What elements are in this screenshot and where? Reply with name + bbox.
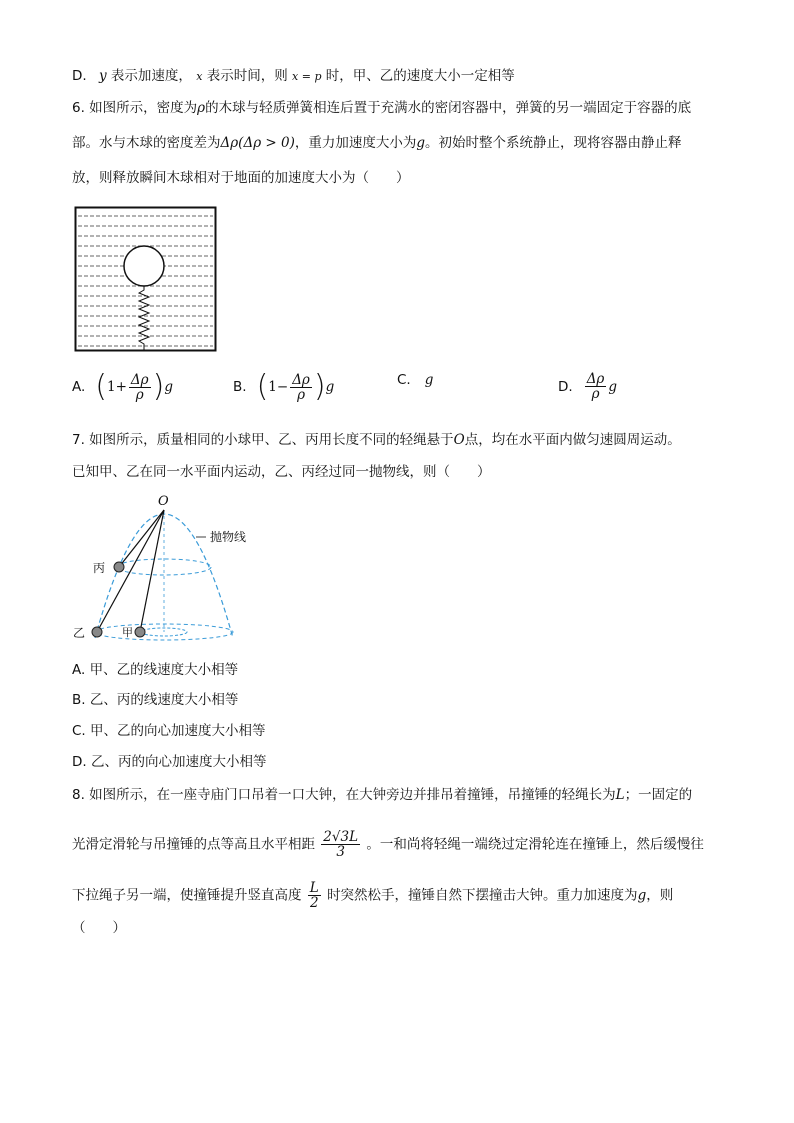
left-paren: ( bbox=[95, 369, 108, 404]
q6-option-b bbox=[233, 369, 335, 404]
option-letter: C. bbox=[397, 372, 411, 388]
text-run: 时突然松手，撞锤自然下摆撞击大钟。重力加速度为 bbox=[327, 887, 638, 904]
rope-yi bbox=[97, 510, 164, 632]
q6-option-d bbox=[558, 372, 617, 401]
math-var: x bbox=[196, 70, 203, 83]
fraction bbox=[321, 830, 360, 859]
right-paren: ) bbox=[152, 369, 165, 404]
text-run: ，则 bbox=[646, 887, 674, 904]
q8-line-4: （ ） bbox=[72, 920, 126, 936]
text-run: ，重力加速度大小为 bbox=[294, 135, 417, 151]
rope-bing bbox=[119, 510, 164, 567]
ball-jia bbox=[135, 627, 145, 637]
numerator: 2√3L bbox=[323, 829, 359, 845]
math-var: g bbox=[608, 378, 618, 395]
text-run: 放，则释放瞬间木球相对于地面的加速度大小为（ ） bbox=[72, 170, 410, 186]
text-run: 表示加速度， bbox=[110, 68, 192, 84]
q6-line-3 bbox=[72, 168, 410, 188]
q8-line-1 bbox=[72, 785, 692, 805]
text-run: 。初始时整个系统静止，现将容器由静止释 bbox=[425, 135, 682, 151]
math-term: 1+ bbox=[107, 379, 127, 395]
option-letter: D. bbox=[558, 378, 573, 395]
q6-container-figure bbox=[74, 206, 218, 354]
rope-jia bbox=[140, 510, 164, 632]
text-run: 时，甲、乙的速度大小一定相等 bbox=[325, 68, 515, 84]
q5-option-d bbox=[72, 66, 515, 87]
numerator: Δρ bbox=[292, 371, 310, 388]
fraction bbox=[308, 881, 321, 910]
text-run: 下拉绳子另一端，使撞锤提升竖直高度 bbox=[72, 887, 302, 904]
math-var: L bbox=[615, 787, 625, 803]
q8-line-2 bbox=[72, 830, 704, 859]
q6-line-1 bbox=[72, 98, 691, 118]
left-paren: ( bbox=[256, 369, 269, 404]
wooden-ball bbox=[124, 246, 164, 286]
label-bing: 丙 bbox=[93, 561, 106, 575]
ball-yi bbox=[92, 627, 102, 637]
math-expr: Δρ(Δρ > 0) bbox=[220, 135, 295, 151]
q7-line-1 bbox=[72, 430, 681, 450]
text-run: ；一固定的 bbox=[624, 787, 693, 803]
denominator: ρ bbox=[591, 386, 600, 402]
text-run: 7. 如图所示，质量相同的小球甲、乙、丙用长度不同的轻绳悬于 bbox=[72, 432, 454, 448]
option-letter: B. bbox=[233, 379, 247, 395]
q8-line-3 bbox=[72, 881, 673, 910]
fraction bbox=[585, 372, 607, 401]
math-var: y bbox=[98, 68, 107, 84]
math-term: 1− bbox=[268, 379, 289, 395]
text-run: 表示时间，则 bbox=[206, 68, 288, 84]
math-var: g bbox=[164, 379, 173, 395]
q7-parabola-figure bbox=[72, 490, 292, 650]
text-run: 点，均在水平面内做匀速圆周运动。 bbox=[464, 432, 681, 448]
denominator: ρ bbox=[297, 386, 305, 403]
q6-option-a bbox=[72, 369, 173, 404]
math-var: g bbox=[637, 887, 647, 904]
right-paren: ) bbox=[313, 369, 326, 404]
denominator: ρ bbox=[135, 386, 144, 403]
math-var: ρ bbox=[197, 100, 206, 116]
math-var: O bbox=[453, 432, 465, 448]
text-run: 部。水与木球的密度差为 bbox=[72, 135, 221, 151]
text-run: 光滑定滑轮与吊撞锤的点等高且水平相距 bbox=[72, 836, 315, 853]
label-o: O bbox=[158, 494, 169, 509]
numerator: Δρ bbox=[586, 371, 605, 387]
ball-bing bbox=[114, 562, 124, 572]
label-parabola: 抛物线 bbox=[210, 530, 247, 544]
q6-option-c bbox=[397, 372, 433, 388]
q6-line-2 bbox=[72, 133, 682, 153]
label-jia: 甲 bbox=[122, 626, 133, 639]
text-run: 已知甲、乙在同一水平面内运动，乙、丙经过同一抛物线，则（ ） bbox=[72, 464, 491, 480]
numerator: Δρ bbox=[130, 371, 149, 388]
label-yi: 乙 bbox=[73, 626, 86, 640]
numerator: L bbox=[309, 880, 319, 896]
option-letter: A. bbox=[72, 379, 86, 395]
denominator: 3 bbox=[336, 844, 345, 860]
math-var: g bbox=[416, 135, 426, 151]
q7-option-b: B. 乙、丙的线速度大小相等 bbox=[72, 692, 239, 708]
option-letter: D. bbox=[72, 68, 87, 84]
text-run: 6. 如图所示，密度为 bbox=[72, 100, 198, 116]
text-run: 8. 如图所示，在一座寺庙门口吊着一口大钟，在大钟旁边并排吊着撞锤，吊撞锤的轻绳长为 bbox=[72, 787, 616, 803]
q7-option-d: D. 乙、丙的向心加速度大小相等 bbox=[72, 754, 267, 770]
q7-option-a: A. 甲、乙的线速度大小相等 bbox=[72, 662, 239, 678]
q7-option-c: C. 甲、乙的向心加速度大小相等 bbox=[72, 723, 266, 739]
fraction bbox=[290, 373, 312, 402]
text-run: 的木球与轻质弹簧相连后置于充满水的密闭容器中，弹簧的另一端固定于容器的底 bbox=[205, 100, 692, 116]
math-var: g bbox=[424, 372, 434, 388]
math-var: g bbox=[325, 379, 335, 395]
fraction bbox=[129, 373, 151, 402]
q7-line-2 bbox=[72, 462, 491, 482]
math-expr: x = p bbox=[292, 70, 322, 83]
text-run: 。一和尚将轻绳一端绕过定滑轮连在撞锤上，然后缓慢往 bbox=[366, 836, 704, 853]
denominator: 2 bbox=[309, 895, 319, 911]
